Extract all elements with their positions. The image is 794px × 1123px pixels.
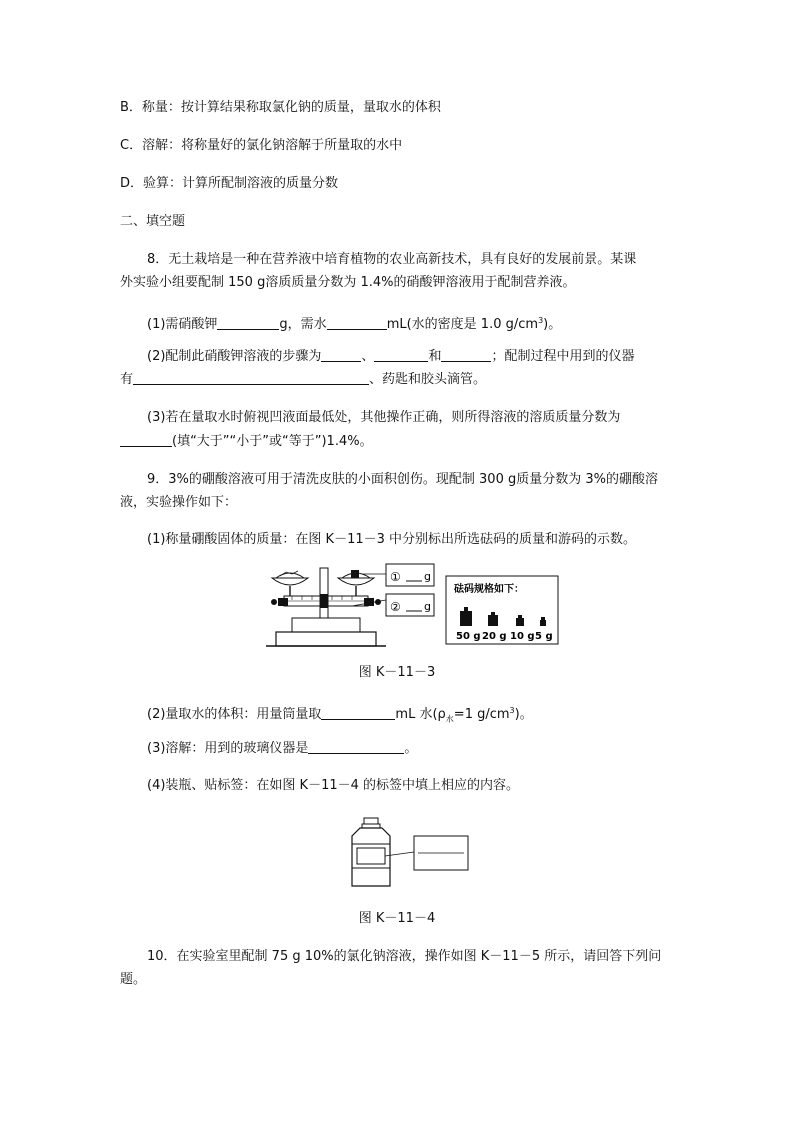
balance-figure — [262, 560, 562, 652]
answer-blank[interactable] — [217, 315, 279, 330]
q8-part1-text-d: )。 — [543, 317, 562, 332]
answer-blank[interactable] — [374, 347, 428, 362]
q8-part2-text-b: 、 — [361, 349, 375, 364]
q10-stem-line2: 题。 — [120, 972, 147, 987]
q8-stem-line2: 外实验小组要配制 150 g溶质质量分数为 1.4%的硝酸钾溶液用于配制营养液。 — [120, 275, 576, 290]
weight-icon — [460, 607, 472, 626]
box1-unit: g — [424, 570, 431, 583]
q9-part2-text-c: =1 g/cm — [453, 707, 510, 722]
q9-part2-text-a: (2)量取水的体积：用量筒量取 — [147, 707, 322, 722]
q8-part1-text-c: mL(水的密度是 1.0 g/cm — [386, 317, 539, 332]
superscript: 3 — [538, 316, 544, 325]
q8-part2-text-a: (2)配制此硝酸钾溶液的步骤为 — [147, 349, 322, 364]
q8-part2-text-c: 和 — [428, 349, 442, 364]
section-heading: 二、填空题 — [120, 214, 186, 229]
left-pan — [272, 571, 308, 596]
weight-label: 5 g — [535, 631, 553, 642]
q10-stem-line1: 10．在实验室里配制 75 g 10%的氯化钠溶液，操作如图 K－11－5 所示，请回答下列问 — [147, 949, 662, 964]
q9-stem-line2: 液，实验操作如下： — [120, 495, 238, 510]
q9-part2-text-b: mL 水(ρ — [395, 707, 446, 722]
q9-part1: (1)称量硼酸固体的质量：在图 K－11－3 中分别标出所选砝码的质量和游码的示数。 — [147, 532, 637, 547]
q8-part3: (3)若在量取水时俯视凹液面最低处，其他操作正确，则所得溶液的溶质质量分数为 — [147, 410, 621, 425]
superscript: 3 — [509, 706, 515, 715]
q9-part2 — [147, 701, 533, 730]
weight-label: 20 g — [482, 631, 507, 642]
q9-part4: (4)装瓶、贴标签：在如图 K－11－4 的标签中填上相应的内容。 — [147, 778, 520, 793]
weights-title: 砝码规格如下： — [454, 584, 524, 595]
q8-part1-text-b: g，需水 — [279, 317, 327, 332]
q8-part2-text-f: 、药匙和胶头滴管。 — [369, 372, 487, 387]
q8-part3-text-b: (填“大于”“小于”或“等于”)1.4%。 — [172, 434, 373, 449]
answer-blank[interactable] — [441, 347, 491, 362]
box2-unit: g — [424, 600, 431, 613]
q8-part3-cont — [120, 432, 373, 452]
q8-part1-text-a: (1)需硝酸钾 — [147, 317, 218, 332]
q9-part2-text-d: )。 — [514, 707, 533, 722]
bottle-figure — [348, 816, 472, 890]
q9-part3-text-a: (3)溶解：用到的玻璃仪器是 — [147, 741, 309, 756]
answer-blank[interactable] — [120, 432, 172, 447]
weight-label: 50 g — [456, 631, 481, 642]
answer-blank[interactable] — [321, 705, 395, 720]
option-d: D．验算：计算所配制溶液的质量分数 — [120, 176, 339, 191]
subscript: 水 — [445, 714, 454, 724]
answer-blank[interactable] — [327, 315, 387, 330]
q9-part3-text-b: 。 — [404, 741, 418, 756]
figure-caption: 图 K－11－4 — [358, 911, 436, 926]
q9-stem-line1: 9．3%的硼酸溶液可用于清洗皮肤的小面积创伤。现配制 300 g质量分数为 3%的硼酸溶 — [147, 472, 658, 487]
box1-number: ① — [390, 570, 401, 584]
answer-blank[interactable] — [133, 370, 369, 385]
weight-label: 10 g — [510, 631, 535, 642]
weight-icon — [540, 617, 546, 626]
balance-beam — [271, 594, 381, 608]
answer-blank[interactable] — [321, 347, 361, 362]
weights-panel — [446, 576, 558, 644]
weight-icon — [488, 612, 498, 626]
q8-stem-line1: 8．无土栽培是一种在营养液中培育植物的农业高新技术，具有良好的发展前景。某课 — [147, 252, 637, 267]
figure-caption: 图 K－11－3 — [358, 665, 436, 680]
q8-part2-cont — [120, 370, 486, 390]
option-c: C．溶解：将称量好的氯化钠溶解于所量取的水中 — [120, 138, 403, 153]
q8-part2 — [147, 347, 634, 367]
option-b: B．称量：按计算结果称取氯化钠的质量，量取水的体积 — [120, 100, 441, 115]
weight-icon — [516, 615, 524, 626]
box2-number: ② — [390, 600, 401, 614]
q8-part2-text-e: 有 — [120, 372, 134, 387]
q9-part3 — [147, 739, 417, 759]
q8-part2-text-d: ；配制过程中用到的仪器 — [491, 349, 635, 364]
reagent-bottle-icon — [352, 818, 390, 886]
answer-blank[interactable] — [308, 739, 404, 754]
q8-part1 — [147, 311, 561, 335]
